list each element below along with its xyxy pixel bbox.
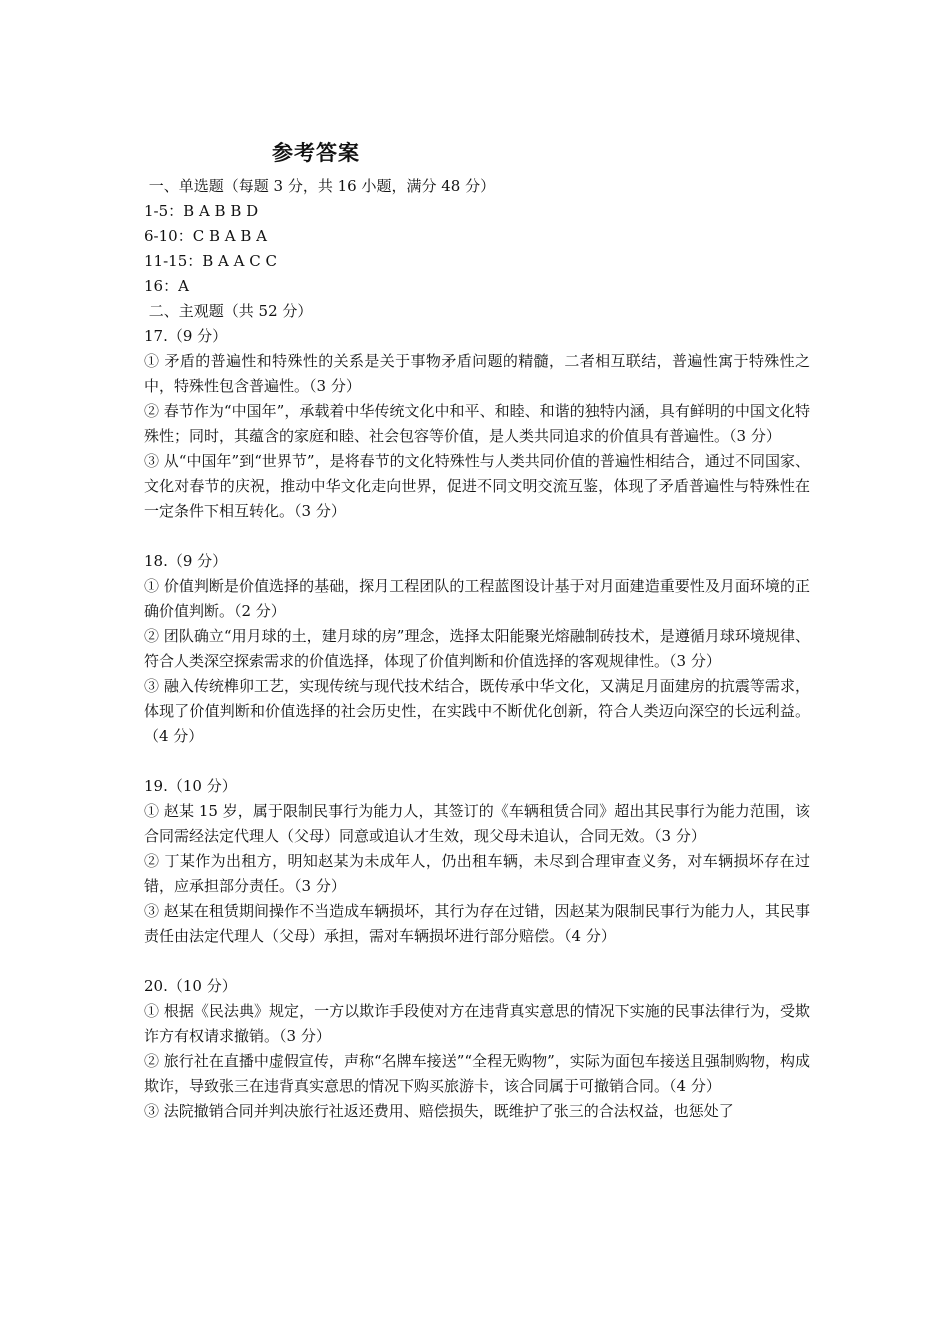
q19-point-1: ① 赵某 15 岁，属于限制民事行为能力人，其签订的《车辆租赁合同》超出其民事行为能力范围，该合同需经法定代理人（父母）同意或追认才生效，现父母未追认，合同无效。（3 分） xyxy=(144,802,810,845)
q20-point-1: ① 根据《民法典》规定，一方以欺诈手段使对方在违背真实意思的情况下实施的民事法律行为，受欺诈方有权请求撤销。（3 分） xyxy=(144,1002,810,1045)
q20-point-2: ② 旅行社在直播中虚假宣传，声称“名牌车接送”“全程无购物”，实际为面包车接送且强制购物，构成欺诈，导致张三在违背真实意思的情况下购买旅游卡，该合同属于可撤销合同。（4 分） xyxy=(144,1052,810,1095)
mc-answers-1-5: 1-5：B A B B D xyxy=(144,202,259,220)
spacer xyxy=(144,524,810,549)
q17-label: 17.（9 分） xyxy=(144,327,228,345)
q19-point-2: ② 丁某作为出租方，明知赵某为未成年人，仍出租车辆，未尽到合理审查义务，对车辆损坏存在过错，应承担部分责任。（3 分） xyxy=(144,852,810,895)
spacer xyxy=(144,949,810,974)
mc-answers-6-10: 6-10：C B A B A xyxy=(144,227,267,245)
q18-label: 18.（9 分） xyxy=(144,552,228,570)
answer-content xyxy=(144,174,810,1124)
section2-heading: 二、主观题（共 52 分） xyxy=(144,302,313,320)
page-title: 参考答案 xyxy=(272,141,360,165)
mc-answer-16: 16：A xyxy=(144,277,189,295)
q20-label: 20.（10 分） xyxy=(144,977,237,995)
section1-heading: 一、单选题（每题 3 分，共 16 小题，满分 48 分） xyxy=(144,177,496,195)
q17-point-1: ① 矛盾的普遍性和特殊性的关系是关于事物矛盾问题的精髓，二者相互联结，普遍性寓于特殊性之中，特殊性包含普遍性。（3 分） xyxy=(144,352,810,395)
q20-point-3: ③ 法院撤销合同并判决旅行社返还费用、赔偿损失，既维护了张三的合法权益，也惩处了 xyxy=(144,1102,734,1120)
mc-answers-11-15: 11-15：B A A C C xyxy=(144,252,277,270)
q18-point-1: ① 价值判断是价值选择的基础，探月工程团队的工程蓝图设计基于对月面建造重要性及月面环境的正确价值判断。（2 分） xyxy=(144,577,810,620)
spacer xyxy=(144,749,810,774)
q17-point-3: ③ 从“中国年”到“世界节”，是将春节的文化特殊性与人类共同价值的普遍性相结合，通过不同国家、文化对春节的庆祝，推动中华文化走向世界，促进不同文明交流互鉴，体现了矛盾普遍性与特殊性在一定条件下相互转化。（3 分） xyxy=(144,452,810,520)
q18-point-3: ③ 融入传统榫卯工艺，实现传统与现代技术结合，既传承中华文化，又满足月面建房的抗震等需求，体现了价值判断和价值选择的社会历史性，在实践中不断优化创新，符合人类迈向深空的长远利益。（4 分） xyxy=(144,677,810,745)
q19-label: 19.（10 分） xyxy=(144,777,237,795)
q19-point-3: ③ 赵某在租赁期间操作不当造成车辆损坏，其行为存在过错，因赵某为限制民事行为能力人，其民事责任由法定代理人（父母）承担，需对车辆损坏进行部分赔偿。（4 分） xyxy=(144,902,810,945)
q18-point-2: ② 团队确立“用月球的土，建月球的房”理念，选择太阳能聚光熔融制砖技术，是遵循月球环境规律、符合人类深空探索需求的价值选择，体现了价值判断和价值选择的客观规律性。（3 分） xyxy=(144,627,810,670)
q17-point-2: ② 春节作为“中国年”，承载着中华传统文化中和平、和睦、和谐的独特内涵，具有鲜明的中国文化特殊性；同时，其蕴含的家庭和睦、社会包容等价值，是人类共同追求的价值具有普遍性。（3 分） xyxy=(144,402,810,445)
